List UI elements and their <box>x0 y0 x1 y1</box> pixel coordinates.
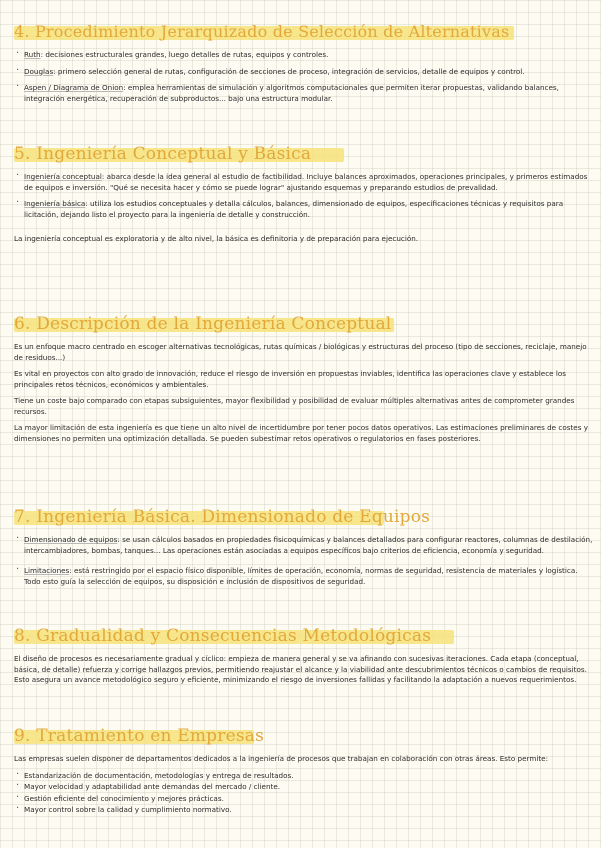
bullet-text: : se usan cálculos basados en propiedades fisicoquímicas y balances detallados para configurar reactores, columnas de destilación, intercambiadores, bombas, tanques... Las operaciones están asociadas a equipos específicos bajo criterios de eficiencia, economía y seguridad. <box>24 535 593 555</box>
paragraph: La mayor limitación de esta ingeniería es que tiene un alto nivel de incertidumbre por tener pocos datos operativos. Las estimaciones preliminares de costes y dimensiones no permiten una optimización detallada. Se pueden subestimar retos operativos o regulatorios en fases posteriores. <box>14 423 588 443</box>
section-heading <box>14 505 594 529</box>
bullet-label: Douglas <box>24 66 54 76</box>
paragraph: La ingeniería conceptual es exploratoria y de alto nivel, la básica es definitoria y de preparación para ejecución. <box>14 234 419 243</box>
bullet-item <box>14 172 594 193</box>
bullet-label: Ingeniería conceptual <box>24 172 102 181</box>
section-title: 7. Ingeniería Básica. Dimensionado de Equipos <box>14 507 431 527</box>
section-heading <box>14 624 594 648</box>
section-5 <box>14 142 594 251</box>
paragraph: El diseño de procesos es necesariamente gradual y cíclico: empieza de manera general y se va afinando con sucesivas iteraciones. Cada etapa (conceptual, básica, de detalle) refuerza y corrige hallazgos previos, permitiendo reajustar el alcance y la viabilidad ante descubrimientos técnicos o cambios de requisitos. Esto asegura un avance metodológico seguro y eficiente, minimizando el riesgo de inversiones fallidas y facilitando la adaptación a nuevos requerimientos. <box>14 654 587 684</box>
list-item: · Estandarización de documentación, metodologías y entrega de resultados. <box>14 771 594 782</box>
section-heading <box>14 724 594 748</box>
bullet-item <box>14 566 594 587</box>
section-heading <box>14 312 594 336</box>
bullet-label: Aspen / Diagrama de Onion <box>24 83 124 92</box>
section-7 <box>14 505 594 593</box>
paragraph: Es un enfoque macro centrado en escoger alternativas tecnológicas, rutas químicas / biológicas y estructuras del proceso (tipo de secciones, reciclaje, manejo de residuos...) <box>14 342 587 362</box>
list-item: · Gestión eficiente del conocimiento y mejores prácticas. <box>14 794 594 805</box>
bullet-label: Ruth <box>24 50 41 59</box>
bullet-text: : emplea herramientas de simulación y algoritmos computacionales que permiten iterar propuestas, validando balances, integración energética, recuperación de subproductos... bajo una estructura modular. <box>24 83 559 103</box>
bullet-item <box>14 50 594 61</box>
section-title: 9. Tratamiento en Empresas <box>14 726 265 746</box>
section-title: 4. Procedimiento Jerarquizado de Selección de Alternativas <box>14 22 510 41</box>
list-item: · Mayor control sobre la calidad y cumplimiento normativo. <box>14 805 594 816</box>
section-4 <box>14 20 594 110</box>
bullet-text: : abarca desde la idea general al estudio de factibilidad. Incluye balances aproximados, operaciones principales, y primeros estimados de equipos e inversión. "Qué se necesita hacer y cómo se puede lograr" ajustando esquemas y preparando estudios de prevalidad. <box>24 172 588 192</box>
bullet-text: : decisiones estructurales grandes, luego detalles de rutas, equipos y controles. <box>40 50 329 59</box>
bullet-label: Dimensionado de equipos <box>24 535 118 544</box>
section-heading <box>14 20 594 44</box>
paragraph: Tiene un coste bajo comparado con etapas subsiguientes, mayor flexibilidad y posibilidad de evaluar múltiples alternativas antes de comprometer grandes recursos. <box>14 396 575 416</box>
paragraph: Es vital en proyectos con alto grado de innovación, reduce el riesgo de inversión en propuestas inviables, identifica las operaciones clave y establece los principales retos técnicos, económicos y ambientales. <box>14 369 566 389</box>
section-6 <box>14 312 594 450</box>
bullet-label: Ingeniería básica <box>24 199 86 208</box>
section-title: 8. Gradualidad y Consecuencias Metodológicas <box>14 626 432 646</box>
section-9 <box>14 724 594 817</box>
bullet-item <box>14 535 594 556</box>
bullet-item <box>14 199 594 220</box>
paragraph: Las empresas suelen disponer de departamentos dedicados a la ingeniería de procesos que trabajan en colaboración con otras áreas. Esto permite: <box>14 754 549 763</box>
bullet-text: : utiliza los estudios conceptuales y detalla cálculos, balances, dimensionado de equipos, especificaciones técnicas y requisitos para licitación, dejando listo el proyecto para la ingeniería de detalle y construcción. <box>24 199 564 219</box>
section-8 <box>14 624 594 692</box>
bullet-text: : está restringido por el espacio físico disponible, límites de operación, economía, normas de seguridad, resistencia de materiales y logística. Todo esto guía la selección de equipos, su disposición e inclusión de dispositivos de seguridad. <box>24 566 578 586</box>
bullet-text: : primero selección general de rutas, configuración de secciones de proceso, integración de servicios, detalle de equipos y control. <box>53 66 525 76</box>
bullet-item <box>14 83 594 104</box>
bullet-label: Limitaciones <box>24 566 70 575</box>
section-title: 6. Descripción de la Ingeniería Conceptual <box>14 314 392 334</box>
list-item: · Mayor velocidad y adaptabilidad ante demandas del mercado / cliente. <box>14 782 594 793</box>
section-title: 5. Ingeniería Conceptual y Básica <box>14 144 312 164</box>
bullet-item <box>14 67 594 78</box>
section-heading <box>14 142 594 166</box>
